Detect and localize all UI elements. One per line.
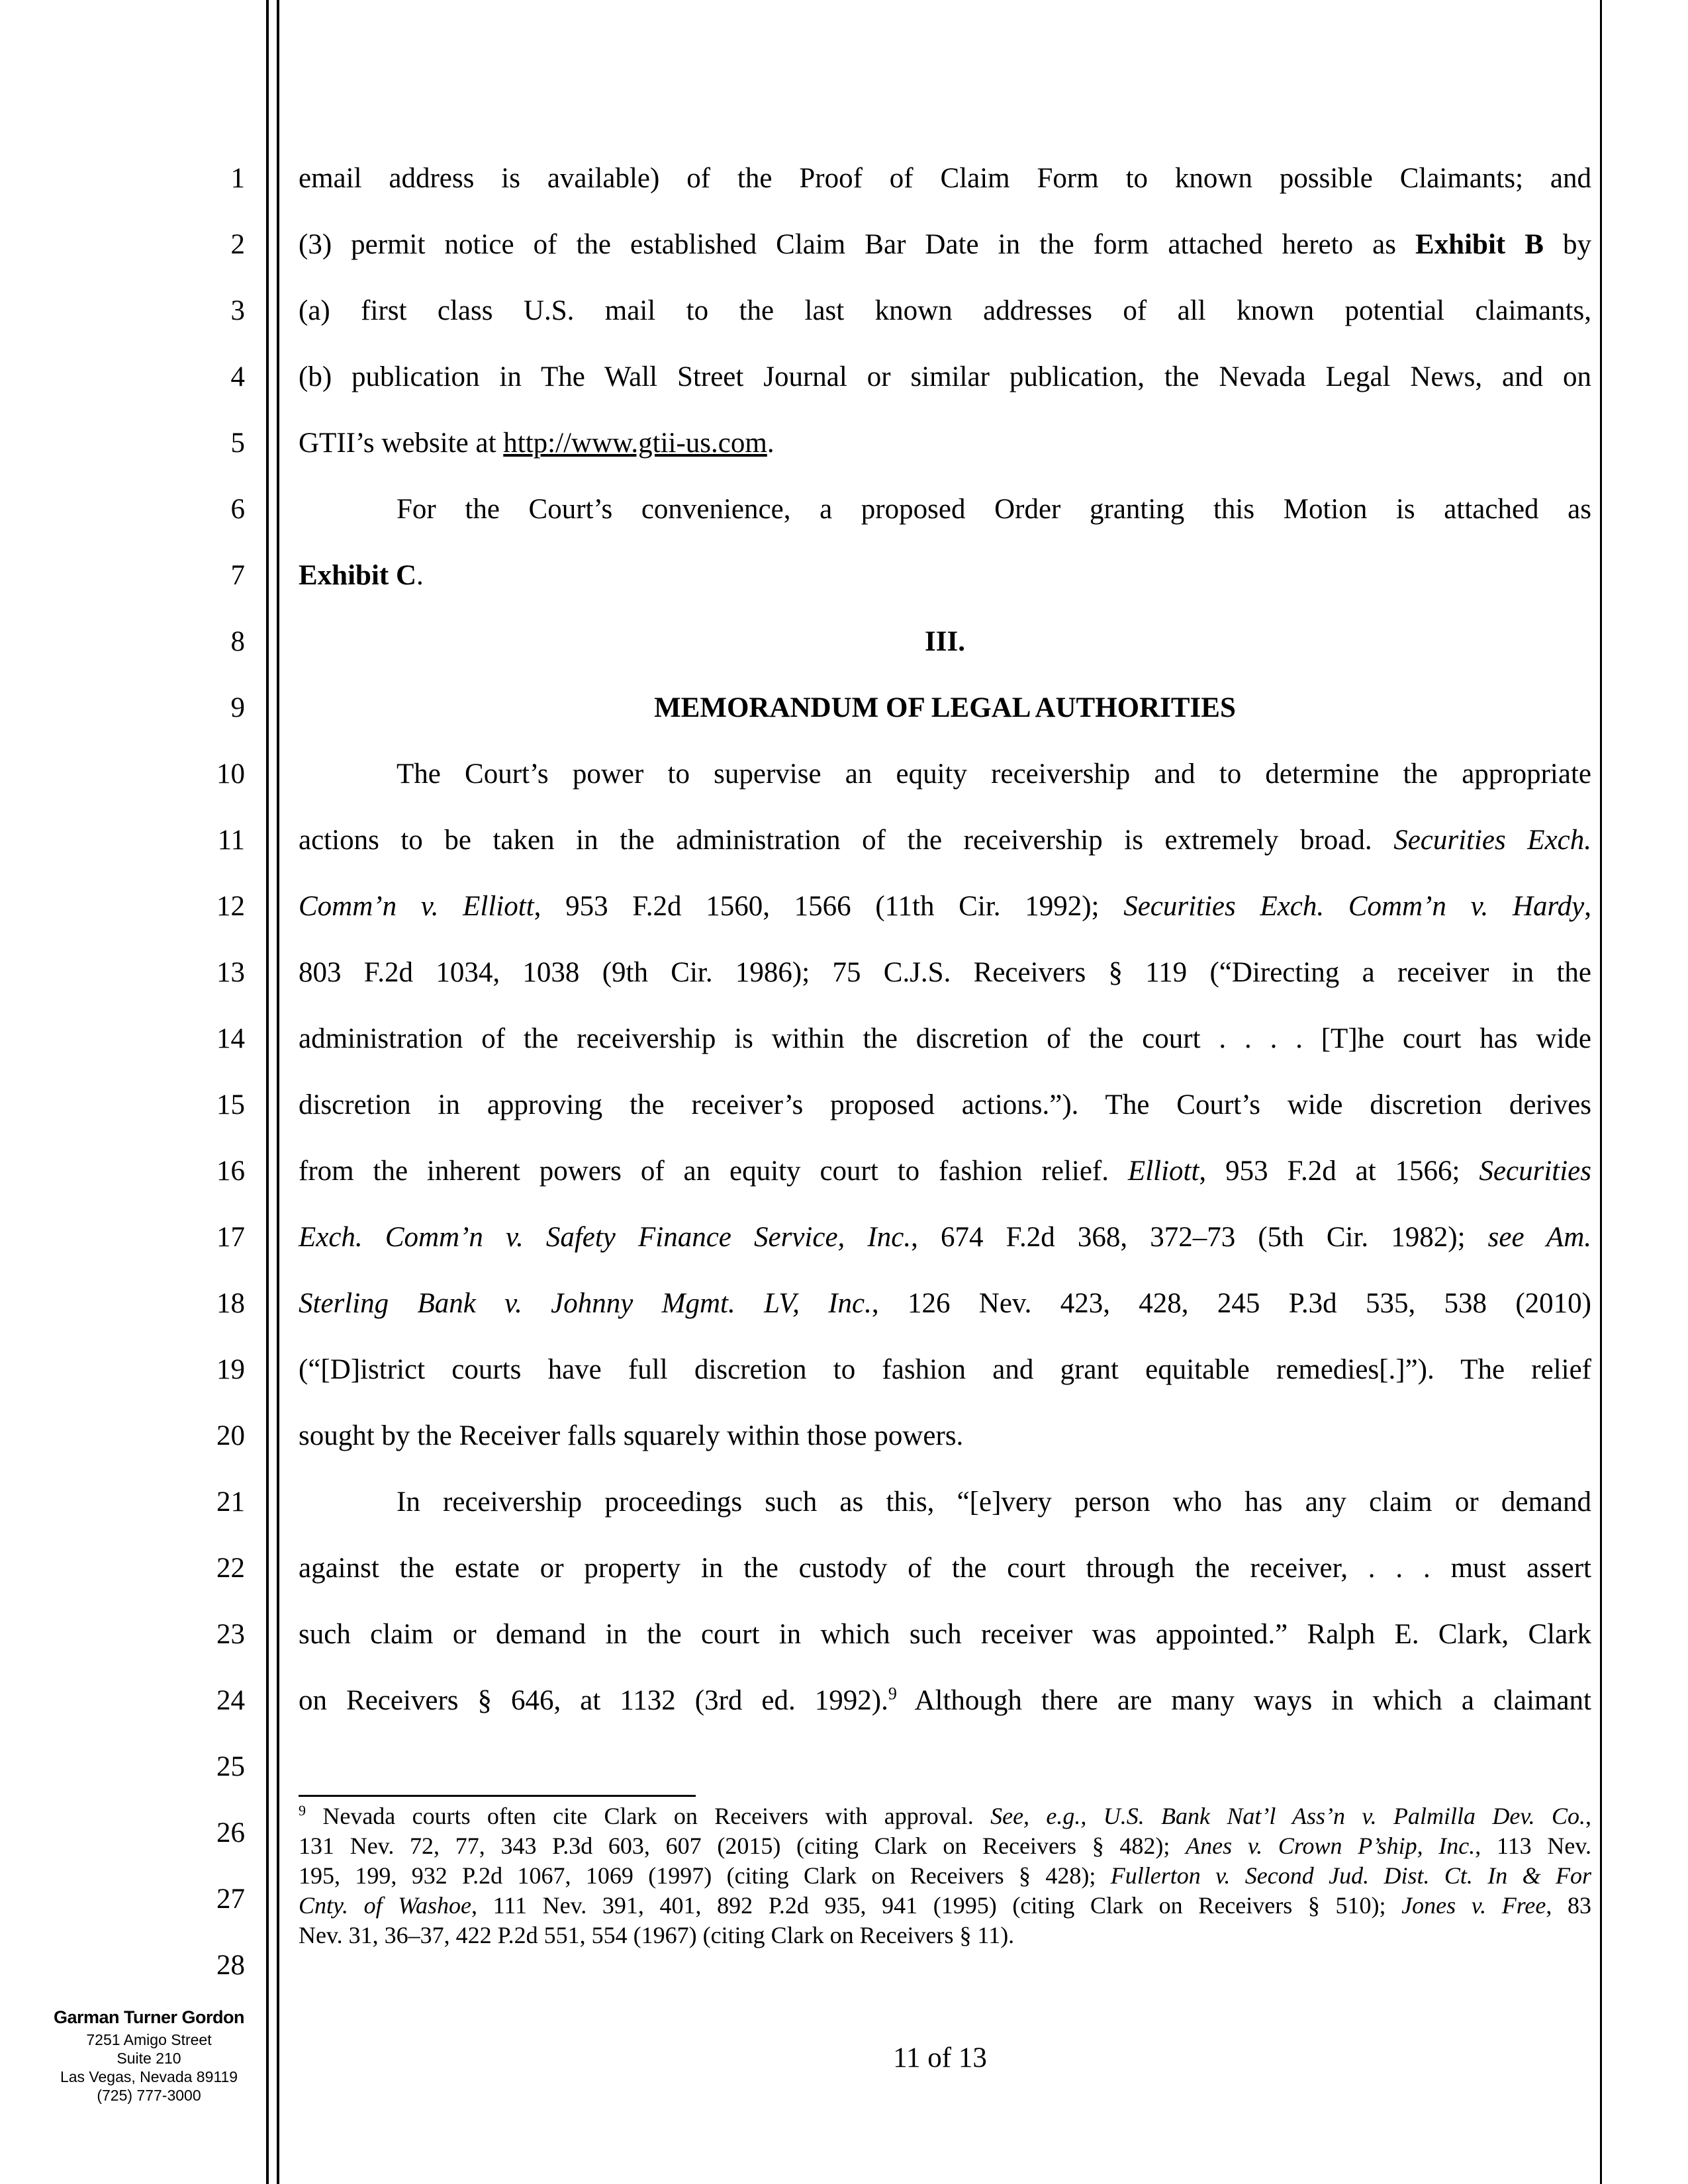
line-number: 14 (216, 1023, 245, 1054)
text-line: against the estate or property in the custody of the court through the receiver, . . . must assert (299, 1553, 1591, 1584)
line-number: 2 (230, 229, 245, 260)
line-number: 18 (216, 1288, 245, 1319)
line-number: 7 (230, 560, 245, 591)
section-number: III. (925, 626, 965, 657)
footnote-line: Nev. 31, 36–37, 422 P.2d 551, 554 (1967) (citing Clark on Receivers § 11). (299, 1922, 1015, 1948)
footnote-line: $^9$ Nevada courts often cite Clark on Receivers with approval. See, e.g., U.S. Bank Nat’l Ass’n v. Palmilla Dev. Co., (299, 1802, 1591, 1829)
text-line: (b) publication in The Wall Street Journal or similar publication, the Nevada Legal News, and on (299, 361, 1591, 392)
line-number: 22 (216, 1553, 245, 1584)
text-line: GTII’s website at http://www.gtii-us.com. (299, 428, 774, 459)
line-number: 5 (230, 428, 245, 459)
line-number: 16 (216, 1156, 245, 1187)
text-line: In receivership proceedings such as this, “[e]very person who has any claim or demand (397, 1486, 1591, 1518)
text-line: from the inherent powers of an equity court to fashion relief. Elliott, 953 F.2d at 1566; Securities (299, 1156, 1591, 1187)
text-line: sought by the Receiver falls squarely within those powers. (299, 1420, 964, 1451)
footnote-ref-9[interactable]: 9 (888, 1684, 897, 1704)
firm-phone: (725) 777-3000 (97, 2087, 201, 2104)
website-link[interactable]: http://www.gtii-us.com (503, 428, 767, 459)
exhibit-b-ref: Exhibit B (1415, 229, 1544, 260)
line-number: 12 (216, 891, 245, 922)
text-line: For the Court’s convenience, a proposed Order granting this Motion is attached as (397, 494, 1591, 525)
text-line: administration of the receivership is within the discretion of the court . . . . [T]he court has wide (299, 1023, 1591, 1054)
line-number: 3 (230, 295, 245, 326)
text-line: Exhibit C. (299, 560, 424, 591)
right-margin-rule (1600, 0, 1602, 2184)
exhibit-c-ref: Exhibit C (299, 560, 417, 591)
footnote-separator (299, 1795, 696, 1797)
line-number: 8 (230, 626, 245, 657)
text-line: (3) permit notice of the established Claim Bar Date in the form attached hereto as Exhibit B by (299, 229, 1591, 260)
line-number: 9 (230, 692, 245, 723)
footnote-line: Cnty. of Washoe, 111 Nev. 391, 401, 892 P.2d 935, 941 (1995) (citing Clark on Receivers § 510); Jones v. Free, 83 (299, 1892, 1592, 1919)
line-number: 26 (216, 1817, 245, 1848)
firm-street: 7251 Amigo Street (86, 2031, 212, 2048)
text-line: discretion in approving the receiver’s proposed actions.”). The Court’s wide discretion derives (299, 1089, 1591, 1120)
text-line: The Court’s power to supervise an equity receivership and to determine the appropriate (397, 758, 1591, 790)
text-line: email address is available) of the Proof of Claim Form to known possible Claimants; and (299, 163, 1591, 194)
text-line: on Receivers § 646, at 1132 (3rd ed. 1992).$^9$ Although there are many ways in which a claimant (299, 1684, 1591, 1716)
line-number: 13 (216, 957, 245, 988)
line-number: 11 (217, 825, 245, 856)
line-number: 17 (216, 1222, 245, 1253)
section-title: MEMORANDUM OF LEGAL AUTHORITIES (654, 692, 1236, 723)
firm-suite: Suite 210 (117, 2050, 181, 2067)
line-number: 15 (216, 1089, 245, 1120)
line-number: 6 (230, 494, 245, 525)
text-line: such claim or demand in the court in which such receiver was appointed.” Ralph E. Clark, Clark (299, 1619, 1591, 1650)
line-number: 4 (230, 361, 245, 392)
line-number: 19 (216, 1354, 245, 1385)
text-line: (“[D]istrict courts have full discretion to fashion and grant equitable remedies[.]”). The relief (299, 1354, 1591, 1385)
firm-name: Garman Turner Gordon (53, 2007, 245, 2027)
line-number: 27 (216, 1884, 245, 1915)
left-margin-rule (266, 0, 269, 2184)
line-number: 10 (216, 758, 245, 790)
text-line: actions to be taken in the administration of the receivership is extremely broad. Securities Exch. (299, 825, 1591, 856)
left-margin-rule-inner (277, 0, 279, 2184)
text-line: Sterling Bank v. Johnny Mgmt. LV, Inc., 126 Nev. 423, 428, 245 P.3d 535, 538 (2010) (299, 1288, 1592, 1319)
footnote-line: 195, 199, 932 P.2d 1067, 1069 (1997) (citing Clark on Receivers § 428); Fullerton v. Second Jud. Dist. Ct. In & For (299, 1862, 1591, 1889)
line-number: 21 (216, 1486, 245, 1518)
line-number: 23 (216, 1619, 245, 1650)
text-line: Exch. Comm’n v. Safety Finance Service, Inc., 674 F.2d 368, 372–73 (5th Cir. 1982); see Am. (299, 1222, 1591, 1253)
text-line: Comm’n v. Elliott, 953 F.2d 1560, 1566 (11th Cir. 1992); Securities Exch. Comm’n v. Hardy, (299, 891, 1591, 922)
line-number: 28 (216, 1950, 245, 1981)
firm-city: Las Vegas, Nevada 89119 (60, 2068, 238, 2085)
line-number: 25 (216, 1751, 245, 1782)
line-number: 24 (216, 1685, 245, 1716)
text-line: (a) first class U.S. mail to the last known addresses of all known potential claimants, (299, 295, 1591, 326)
text-line: 803 F.2d 1034, 1038 (9th Cir. 1986); 75 C.J.S. Receivers § 119 (“Directing a receiver in the (299, 957, 1591, 988)
page-number: 11 of 13 (893, 2042, 987, 2073)
line-number: 1 (230, 163, 245, 194)
footnote-line: 131 Nev. 72, 77, 343 P.3d 603, 607 (2015) (citing Clark on Receivers § 482); Anes v. Crown P’ship, Inc., 113 Nev. (299, 1833, 1591, 1859)
line-number: 20 (216, 1420, 245, 1451)
